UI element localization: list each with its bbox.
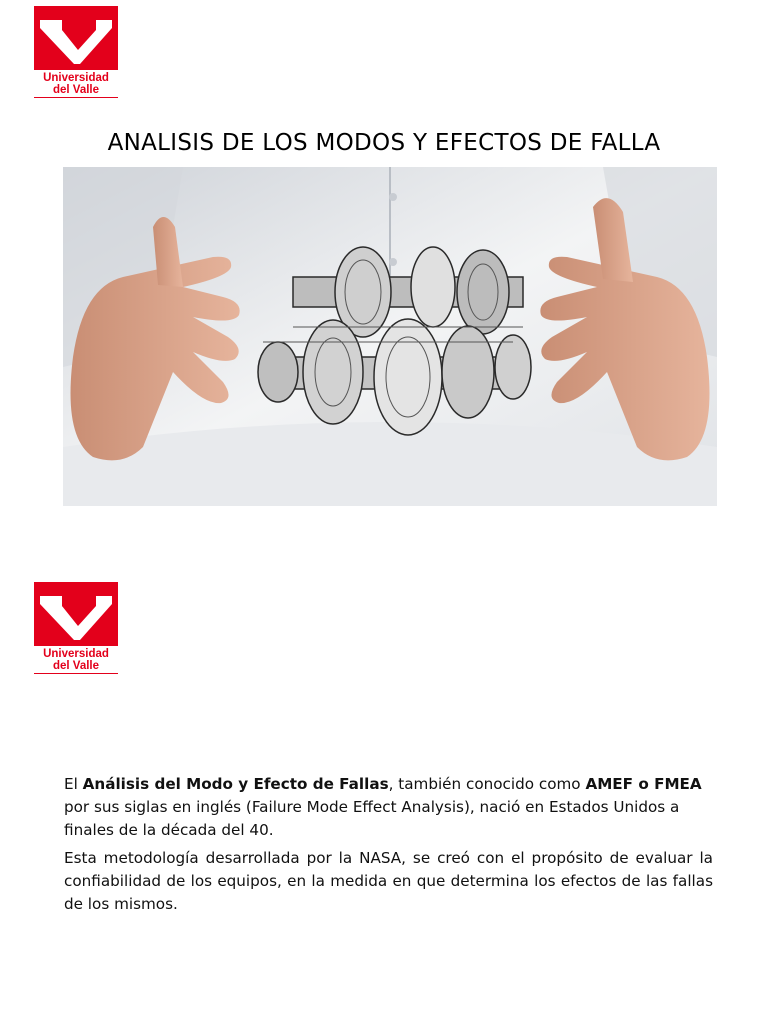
paragraph-intro-text-3: por sus siglas en inglés (Failure Mode Effect Analysis), nació en Estados Unidos a finales de la década del 40. xyxy=(64,798,680,839)
paragraph-intro-text-2: , también conocido como xyxy=(388,775,586,793)
logo-line-del-valle: del Valle xyxy=(52,660,100,672)
paragraph-intro-text-1: El xyxy=(64,775,83,793)
university-logo-middle xyxy=(34,582,118,674)
logo-underline xyxy=(34,97,118,98)
document-body xyxy=(64,773,713,921)
university-logo-top xyxy=(34,6,118,98)
logo-line-universidad: Universidad xyxy=(43,648,109,660)
univalle-logo-mark-icon xyxy=(34,6,118,70)
logo-line-del-valle: del Valle xyxy=(52,84,100,96)
paragraph-intro-bold-acronym: AMEF o FMEA xyxy=(585,775,702,793)
paragraph-intro xyxy=(64,773,713,842)
logo-wordmark xyxy=(34,72,118,96)
gearbox-hands-image xyxy=(63,167,717,506)
logo-wordmark xyxy=(34,648,118,672)
paragraph-methodology: Esta metodología desarrollada por la NASA, se creó con el propósito de evaluar la confiabilidad de los equipos, en la medida en que determina los efectos de las fallas de los mismos. xyxy=(64,849,713,913)
univalle-logo-mark-icon xyxy=(34,582,118,646)
logo-underline xyxy=(34,673,118,674)
paragraph-intro-bold-term: Análisis del Modo y Efecto de Fallas xyxy=(82,775,389,793)
logo-line-universidad: Universidad xyxy=(43,72,109,84)
document-title: ANALISIS DE LOS MODOS Y EFECTOS DE FALLA xyxy=(107,130,661,156)
